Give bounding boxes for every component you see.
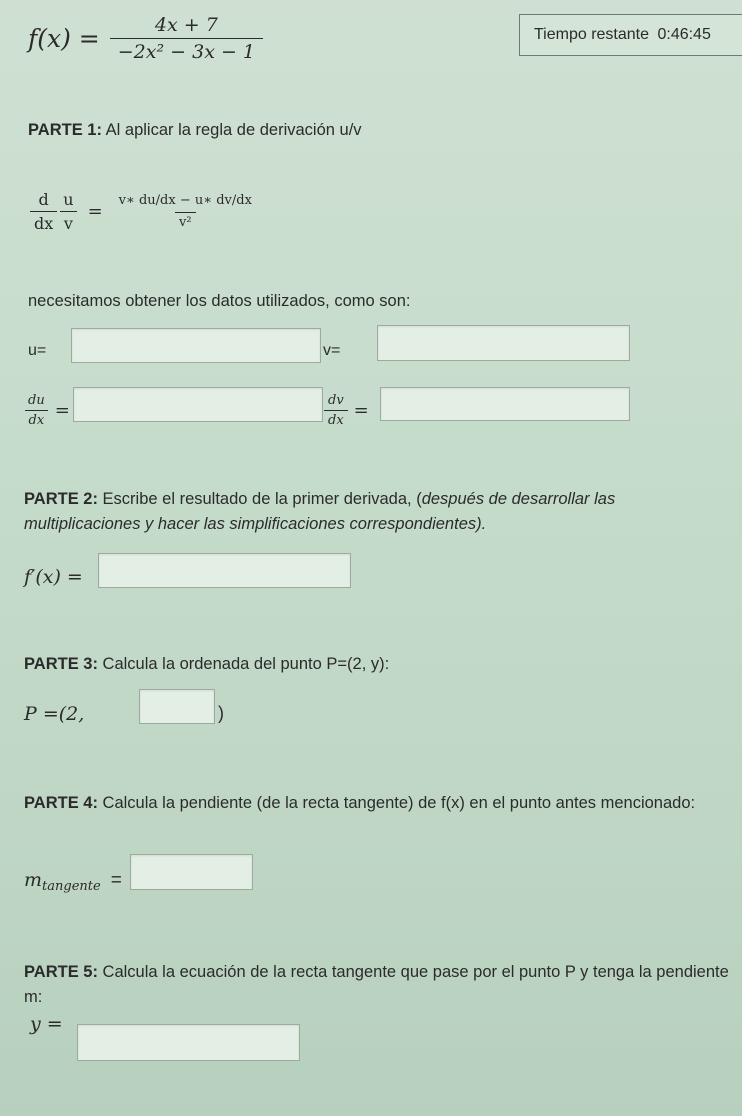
slope-subscript: tangente xyxy=(42,879,101,894)
slope-label xyxy=(24,869,122,892)
dv-equals: = xyxy=(353,400,369,421)
rule-dx: dx xyxy=(30,211,57,233)
u-field[interactable] xyxy=(71,328,321,363)
rule-d: d xyxy=(38,190,49,209)
dv-numerator: dv xyxy=(328,393,344,408)
ordinate-input[interactable] xyxy=(140,690,214,723)
function-fraction xyxy=(110,14,263,63)
parte2-italic-text: después de desarrollar las multiplicaciones y hacer las simplificaciones correspondientes). xyxy=(24,490,616,533)
u-label: u= xyxy=(28,342,47,359)
rule-rhs-numerator: v∗ du/dx − u∗ dv/dx xyxy=(118,193,252,208)
v-input[interactable] xyxy=(378,326,629,360)
tangent-line-label: y = xyxy=(30,1013,63,1035)
parte4-title: PARTE 4: xyxy=(24,794,98,812)
parte1-text: Al aplicar la regla de derivación u/v xyxy=(105,121,362,139)
timer-value: 0:46:45 xyxy=(657,26,711,43)
parte3-heading xyxy=(24,652,389,677)
dv-dx-label xyxy=(324,393,369,428)
function-numerator: 4x + 7 xyxy=(154,14,218,36)
fprime-label: f′(x) = xyxy=(24,566,83,588)
slope-equals: = xyxy=(110,870,122,891)
u-input[interactable] xyxy=(72,329,320,362)
du-denominator: dx xyxy=(25,410,49,428)
slope-field[interactable] xyxy=(130,854,253,890)
parte4-heading xyxy=(24,791,704,816)
rule-rhs xyxy=(113,193,258,230)
point-close: ) xyxy=(218,703,224,723)
du-equals: = xyxy=(54,400,70,421)
du-dx-input[interactable] xyxy=(74,388,322,421)
rule-u-over-v xyxy=(59,190,77,233)
rule-rhs-denominator: v² xyxy=(175,212,196,230)
function-denominator: −2x² − 3x − 1 xyxy=(110,38,263,63)
timer-label: Tiempo restante xyxy=(534,26,650,43)
parte1-title: PARTE 1: xyxy=(28,121,102,139)
function-lhs: f(x) = xyxy=(28,24,100,53)
parte3-title: PARTE 3: xyxy=(24,655,98,673)
tangent-line-field[interactable] xyxy=(77,1024,300,1061)
v-label: v= xyxy=(323,342,341,359)
timer-box xyxy=(519,14,742,56)
parte1-heading xyxy=(28,118,362,143)
v-field[interactable] xyxy=(377,325,630,361)
parte2-text: Escribe el resultado de la primer derivada, ( xyxy=(102,490,422,508)
rule-derivative-operator xyxy=(30,190,57,233)
function-definition xyxy=(28,14,263,63)
du-numerator: du xyxy=(28,393,45,408)
dv-dx-field[interactable] xyxy=(380,387,630,421)
parte3-text: Calcula la ordenada del punto P=(2, y): xyxy=(102,655,390,673)
parte5-heading xyxy=(24,960,734,1010)
rule-v: v xyxy=(60,211,77,233)
fprime-field[interactable] xyxy=(98,553,351,588)
du-dx-field[interactable] xyxy=(73,387,323,422)
quotient-rule xyxy=(30,190,258,233)
parte5-title: PARTE 5: xyxy=(24,963,98,981)
slope-m: m xyxy=(24,869,43,891)
slope-input[interactable] xyxy=(131,855,252,889)
rule-u: u xyxy=(63,190,74,209)
parte1-intro: necesitamos obtener los datos utilizados, como son: xyxy=(28,292,411,310)
parte4-text: Calcula la pendiente (de la recta tangente) de f(x) en el punto antes mencionado: xyxy=(102,794,696,812)
rule-equals: = xyxy=(87,201,103,222)
dv-denominator: dx xyxy=(324,410,348,428)
parte2-title: PARTE 2: xyxy=(24,490,98,508)
tangent-line-input[interactable] xyxy=(78,1025,299,1060)
du-dx-label xyxy=(24,393,70,428)
ordinate-field[interactable] xyxy=(139,689,215,724)
fprime-input[interactable] xyxy=(99,554,350,587)
dv-dx-input[interactable] xyxy=(381,388,629,420)
point-label: P =(2, xyxy=(24,703,85,725)
parte2-heading xyxy=(24,487,724,537)
parte5-text: Calcula la ecuación de la recta tangente que pase por el punto P y tenga la pendiente m: xyxy=(24,963,729,1006)
